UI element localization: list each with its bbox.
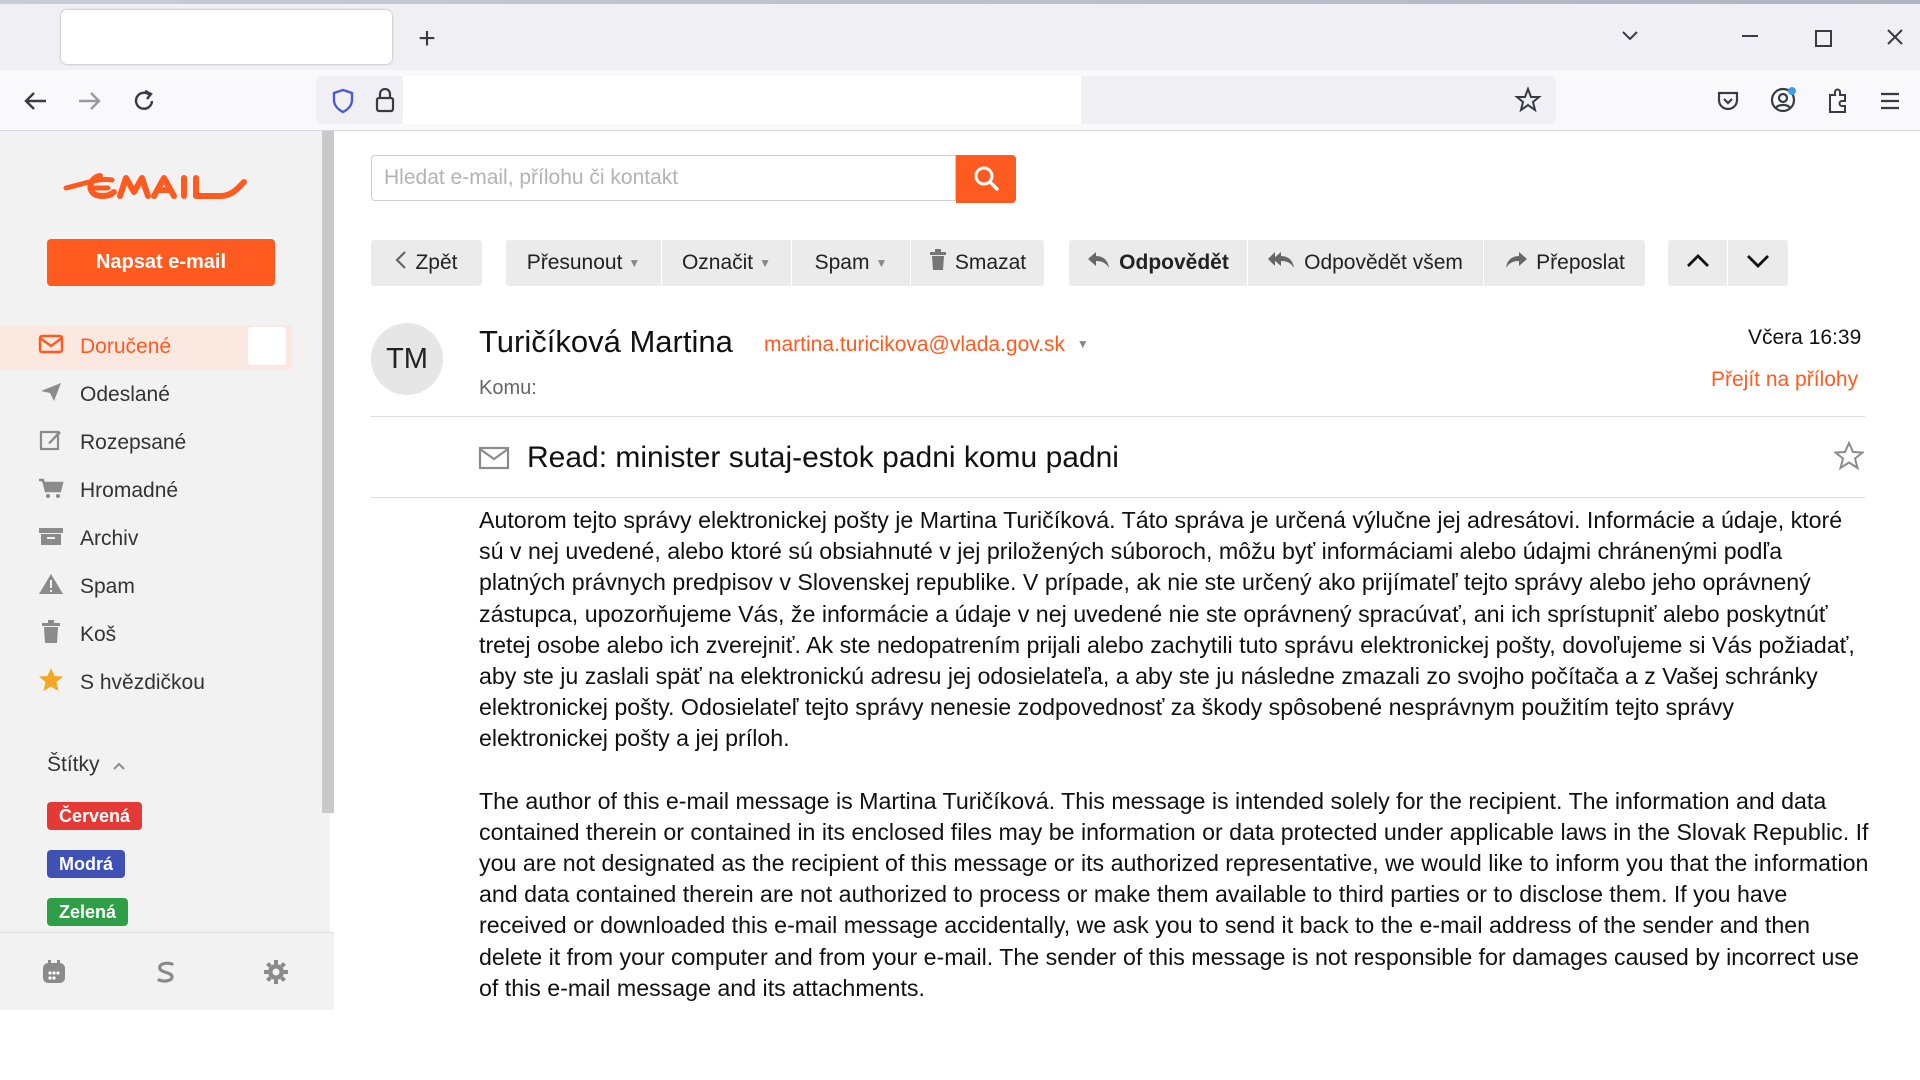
browser-tab[interactable] [61, 10, 392, 64]
extensions-icon[interactable] [1824, 87, 1850, 115]
back-button-group [371, 240, 482, 286]
reply-label: Odpovědět [1119, 251, 1229, 274]
sidebar-item-label: S hvězdičkou [80, 671, 205, 694]
mark-button[interactable] [662, 240, 792, 286]
sidebar-item-archive[interactable] [36, 517, 292, 561]
inbox-icon [36, 334, 66, 360]
label-green[interactable]: Zelená [47, 898, 128, 926]
next-message-button[interactable] [1728, 240, 1788, 286]
move-label: Přesunout [526, 251, 623, 274]
sidebar-item-label: Doručené [80, 335, 172, 358]
caret-down-icon: ▼ [628, 256, 641, 270]
warning-icon [36, 573, 66, 601]
avatar: TM [371, 323, 443, 395]
menu-icon[interactable] [1879, 91, 1901, 111]
sidebar-item-label: Odeslané [80, 383, 170, 406]
cart-icon [36, 477, 66, 505]
account-icon[interactable] [1769, 86, 1797, 114]
sidebar-scrollbar[interactable] [322, 131, 334, 813]
calendar-icon[interactable] [34, 958, 74, 993]
star-icon [36, 667, 66, 699]
spam-label: Spam [814, 251, 870, 274]
reply-all-button[interactable] [1248, 240, 1484, 286]
caret-down-icon: ▼ [759, 256, 772, 270]
sidebar-item-spam[interactable] [36, 565, 292, 609]
body-paragraph-en: The author of this e-mail message is Martina Turičíková. This message is intended solely for the recipient. The information and data contained therein or contained in its enclosed files may be information or data protected under applicable laws in the Slovak Republic. If you are not designated as the recipient of this message or its authorized representative, we would like to inform you that the information and data contained therein are not authorized to process or make them available to third parties or to disclose them. If you have received or downloaded this e-mail message accidentally, we ask you to send it back to the e-mail address of the sender and then delete it from your computer and from your e-mail. The sender of this message is not responsible for damages caused by incorrect use of this e-mail message and its attachments. [479, 787, 1869, 1001]
search-input[interactable] [371, 155, 956, 201]
paper-plane-icon [36, 381, 66, 409]
star-outline-icon[interactable] [1834, 441, 1864, 471]
sidebar-item-label: Archiv [80, 527, 139, 550]
forward-label: Přeposlat [1536, 251, 1625, 274]
sidebar-item-sent[interactable] [36, 373, 292, 417]
header-divider [371, 416, 1865, 417]
reply-actions-group [1069, 240, 1645, 286]
pocket-icon[interactable] [1715, 88, 1741, 114]
reply-arrow-icon [1087, 251, 1111, 275]
move-button[interactable] [506, 240, 662, 286]
message-actions-group [506, 240, 1044, 286]
sender-email[interactable] [764, 333, 1089, 357]
sidebar-item-starred[interactable] [36, 661, 292, 705]
delete-button[interactable] [911, 240, 1044, 286]
email-logo[interactable] [60, 166, 250, 210]
settings-gear-icon[interactable] [256, 958, 296, 993]
sidebar-item-label: Spam [80, 575, 135, 598]
back-button[interactable] [371, 240, 482, 286]
tab-list-chevron-icon[interactable] [1618, 24, 1642, 48]
plus-icon[interactable]: + [418, 22, 436, 55]
sidebar-item-label: Rozepsané [80, 431, 187, 454]
sidebar-item-label: Hromadné [80, 479, 179, 502]
reload-icon[interactable] [130, 87, 158, 115]
body-paragraph-sk: Autorom tejto správy elektronickej pošty je Martina Turičíková. Táto správa je určená výlučne jej adresátovi. Informácie a údaje, ktoré sú v nej uvedené, alebo ktoré sú obsiahnuté v jej priložených súboroch, môžu byť informáciami alebo údajmi chránenými podľa platných právnych predpisov v Slovenskej republike. V prípade, ak nie ste určený ako prijímateľ tejto správy alebo jeho oprávnený zástupca, upozorňujeme Vás, že informácie a údaje v nej uvedené nie ste oprávnený spracúvať, ani ich sprístupniť alebo poskytnúť tretej osobe alebo ich zverejniť. Ak ste nedopatrením prijali alebo zachytili tuto správu elektronickej pošty, dovoľujeme si Vás požiadať, aby ste ju zaslali späť na elektronickú adresu jej odosielateľa, a aby ste ju následne zmazali zo svojho počítača a z Vašej schránky elektronickej pošty. Odosielateľ tejto správy nenesie zodpovednosť za škody spôsobené nesprávnym použitím tejto správy elektronickej pošty a jej príloh. [479, 507, 1855, 752]
compose-button[interactable]: Napsat e-mail [47, 239, 275, 286]
sidebar-item-drafts[interactable] [36, 421, 292, 465]
sidebar-item-bulk[interactable] [36, 469, 292, 513]
message-date: Včera 16:39 [1748, 326, 1862, 349]
chevron-up-icon [112, 753, 126, 777]
back-label: Zpět [415, 251, 458, 274]
bookmark-star-icon[interactable] [1514, 86, 1542, 114]
reply-all-label: Odpovědět všem [1304, 251, 1463, 274]
seznam-s-icon[interactable] [146, 958, 186, 993]
trash-icon [929, 249, 947, 277]
lock-icon[interactable] [374, 86, 396, 114]
label-red[interactable]: Červená [47, 802, 142, 830]
caret-down-icon: ▼ [1076, 337, 1089, 351]
archive-icon [36, 526, 66, 552]
chevron-down-icon [1745, 251, 1771, 275]
sidebar-item-label: Koš [80, 623, 117, 646]
sender-name: Turičíková Martina [479, 324, 733, 359]
attachments-link[interactable]: Přejít na přílohy [1711, 368, 1859, 391]
message-subject: Read: minister sutaj-estok padni komu padni [527, 441, 1119, 474]
label-blue[interactable]: Modrá [47, 850, 125, 878]
forward-button[interactable] [1484, 240, 1645, 286]
spam-button[interactable] [792, 240, 911, 286]
labels-header-text: Štítky [47, 753, 100, 776]
forward-arrow-icon[interactable] [75, 88, 105, 114]
minimize-icon[interactable] [1742, 35, 1758, 37]
close-icon[interactable] [1884, 26, 1906, 48]
labels-header[interactable] [47, 753, 126, 777]
chevron-left-icon [395, 250, 407, 276]
back-arrow-icon[interactable] [20, 88, 50, 114]
chevron-up-icon [1685, 251, 1711, 275]
trash-icon [36, 620, 66, 650]
url-input[interactable] [403, 76, 1081, 124]
message-navigation-group [1668, 240, 1788, 286]
edit-icon [36, 428, 66, 458]
reply-button[interactable] [1069, 240, 1248, 286]
search-icon [972, 180, 1000, 195]
previous-message-button[interactable] [1668, 240, 1728, 286]
forward-arrow-icon [1504, 251, 1528, 275]
sidebar-item-trash[interactable] [36, 613, 292, 657]
message-body [479, 505, 1869, 1035]
envelope-icon [478, 446, 510, 470]
delete-label: Smazat [954, 251, 1027, 274]
maximize-icon[interactable] [1815, 30, 1832, 47]
unread-count-badge [248, 327, 286, 365]
mark-label: Označit [681, 251, 754, 274]
search-button[interactable] [956, 155, 1016, 203]
recipient-label: Komu: [479, 377, 537, 399]
reply-all-arrow-icon [1268, 251, 1296, 275]
caret-down-icon: ▼ [875, 256, 888, 270]
shield-icon[interactable] [330, 87, 356, 115]
sender-email-text: martina.turicikova@vlada.gov.sk [764, 333, 1066, 356]
subject-divider [371, 497, 1865, 498]
